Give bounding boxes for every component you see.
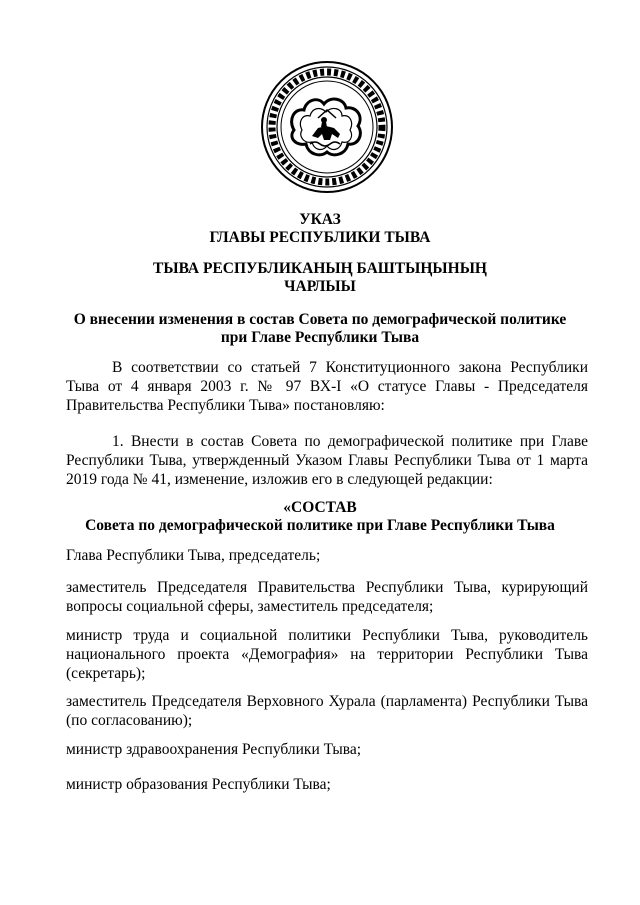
decree-subject-line2: при Главе Республики Тыва	[220, 329, 420, 346]
member-item: Глава Республики Тыва, председатель;	[66, 547, 321, 564]
tuva-coat-of-arms-icon	[260, 60, 394, 194]
member-item: министр образования Республики Тыва;	[66, 776, 331, 793]
decree-title: УКАЗ	[299, 211, 341, 228]
item-1-paragraph: 1. Внести в состав Совета по демографической политике при Главе Республики Тыва, утвержденный Указом Главы Республики Тыва от 1 марта 2019 года № 41, изменение, изложив его в следующей редакции:	[66, 433, 588, 488]
member-item: министр труда и социальной политики Республики Тыва, руководитель национального проекта «Демография» на территории Республики Тыва (секретарь);	[66, 627, 588, 682]
member-item: заместитель Председателя Правительства Республики Тыва, курирующий вопросы социальной сферы, заместитель председателя;	[66, 579, 588, 615]
preamble-paragraph: В соответствии со статьей 7 Конституционного закона Республики Тыва от 4 января 2003 г. № 97 ВХ-I «О статусе Главы - Председателя Правительства Республики Тыва» постановляю:	[66, 359, 588, 414]
decree-subject-line1: О внесении изменения в состав Совета по демографической политике	[73, 311, 567, 328]
composition-subtitle: Совета по демографической политике при Главе Республики Тыва	[85, 517, 555, 534]
decree-authority: ГЛАВЫ РЕСПУБЛИКИ ТЫВА	[209, 229, 431, 246]
decree-title-tuvan: ТЫВА РЕСПУБЛИКАНЫҢ БАШТЫҢЫНЫҢ	[153, 260, 487, 277]
composition-title: «СОСТАВ	[283, 499, 357, 516]
member-item: заместитель Председателя Верховного Хурала (парламента) Республики Тыва (по согласованию);	[66, 693, 588, 729]
decree-subtitle-tuvan: ЧАРЛЫЫ	[284, 278, 356, 295]
member-item: министр здравоохранения Республики Тыва;	[66, 741, 362, 758]
